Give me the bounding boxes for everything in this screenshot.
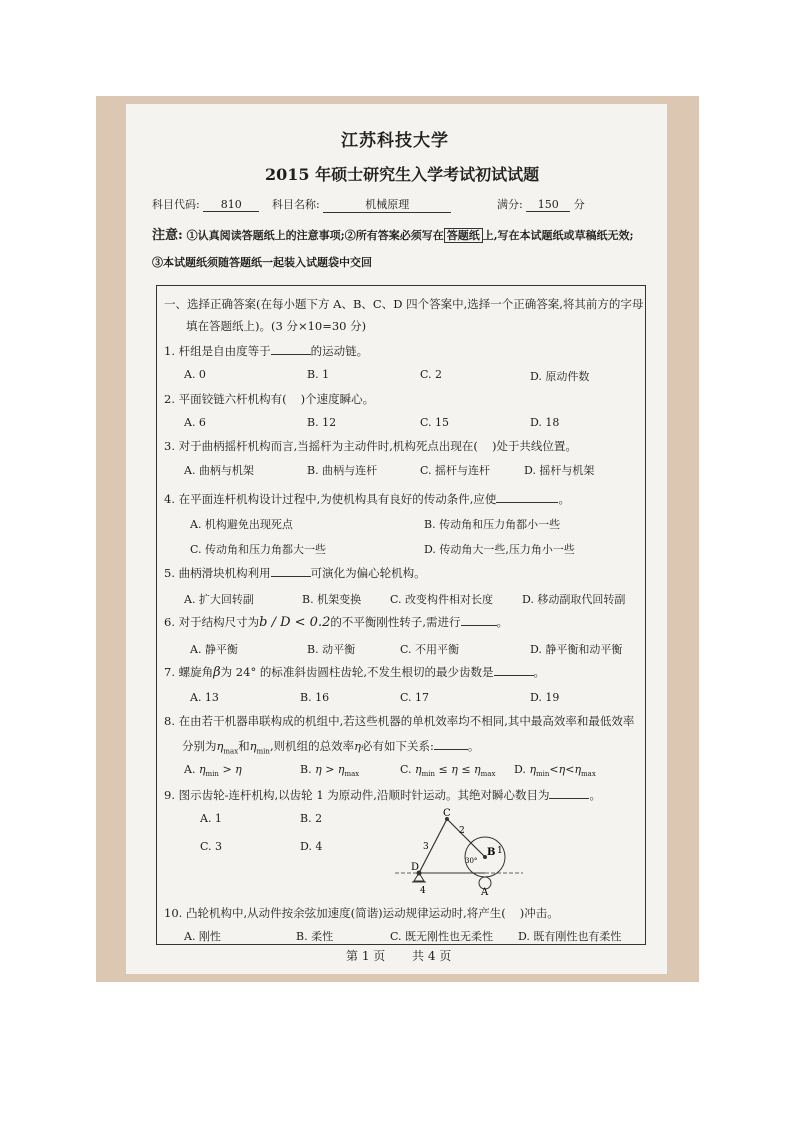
q8-d-letter: D. (514, 763, 526, 776)
q4-option-a: A. 机构避免出现死点 (190, 518, 293, 531)
fig-label-a: A (481, 887, 489, 897)
q3-stem-b: )处于共线位置。 (491, 439, 577, 453)
q8-d-eta3: η (574, 763, 582, 776)
q2-stem-a: 2. 平面铰链六杆机构有( (164, 392, 287, 406)
q3-option-d: D. 摇杆与机架 (524, 464, 595, 477)
q8-b-eta1: η (315, 763, 322, 776)
q1-option-c: C. 2 (420, 368, 443, 381)
q7-beta: β (213, 665, 221, 680)
q7-option-c: C. 17 (400, 691, 430, 704)
q8-d-rel2: < (565, 763, 575, 776)
notes-text-1a: ①认真阅读答题纸上的注意事项;②所有答案必须写在 (186, 229, 444, 242)
question-7 (164, 664, 545, 680)
q8-d-sub2: max (581, 770, 596, 779)
q10-option-c: C. 既无刚性也无柔性 (390, 930, 494, 943)
q2-stem-b: )个速度瞬心。 (300, 392, 375, 406)
score-field (497, 196, 585, 212)
q4-stem-a: 4. 在平面连杆机构设计过程中,为使机构具有良好的传动条件,应使 (164, 492, 497, 506)
fig-label-c: C (443, 808, 451, 819)
question-2 (164, 391, 374, 407)
q5-option-d: D. 移动副取代回转副 (522, 593, 626, 606)
q2-option-b: B. 12 (307, 416, 337, 429)
q3-option-b: B. 曲柄与连杆 (307, 464, 378, 477)
q8-and: 和 (238, 739, 250, 753)
q8-option-c (400, 763, 495, 778)
q3-stem-a: 3. 对于曲柄摇杆机构而言,当摇杆为主动件时,机构死点出现在( (164, 439, 478, 453)
q8-c-eta1: η (415, 763, 422, 776)
q8-c-letter: C. (400, 763, 412, 776)
q8-a-eta1: η (198, 763, 206, 776)
fig-label-4: 4 (420, 886, 426, 896)
q8-sub-min: min (256, 747, 270, 756)
q4-option-c: C. 传动角和压力角都大一些 (190, 543, 327, 556)
notes-line-1 (152, 224, 634, 243)
q7-stem-b: 为 24° 的标准斜齿圆柱齿轮,不发生根切的最少齿数是 (220, 665, 494, 679)
q6-math: b / D < 0.2 (259, 615, 331, 630)
question-4 (164, 491, 570, 507)
q6-stem-b: 的不平衡刚性转子,需进行 (330, 615, 461, 629)
question-10 (164, 905, 559, 921)
q9-option-a: A. 1 (200, 812, 222, 825)
q9-option-b: B. 2 (300, 812, 323, 825)
q5-option-c: C. 改变构件相对长度 (390, 593, 494, 606)
q1-option-d: D. 原动件数 (530, 370, 590, 383)
q6-blank (461, 625, 497, 626)
fig-label-angle: 30° (465, 857, 478, 865)
question-6 (164, 614, 508, 630)
gear-linkage-figure (395, 805, 525, 897)
q9-option-d: D. 4 (300, 840, 323, 853)
q9-option-c: C. 3 (200, 840, 223, 853)
fig-label-d: D (411, 862, 420, 873)
question-3 (164, 438, 577, 454)
question-1 (164, 343, 368, 359)
q8-b-eta2: η (337, 763, 345, 776)
q10-option-d: D. 既有刚性也有柔性 (518, 930, 622, 943)
q7-option-b: B. 16 (300, 691, 330, 704)
q9-stem-a: 9. 图示齿轮-连杆机构,以齿轮 1 为原动件,沿顺时针运动。其绝对瞬心数目为 (164, 788, 550, 802)
q8-eta-1: η (216, 739, 224, 753)
q8-c-sub2: max (480, 770, 496, 779)
q8-a-sub: min (205, 770, 219, 779)
q8-stem-d: 必有如下关系: (360, 739, 434, 753)
q6-stem-a: 6. 对于结构尺寸为 (164, 615, 260, 629)
q8-a-letter: A. (184, 763, 196, 776)
question-8-line-2 (182, 738, 479, 755)
q7-stem-a: 7. 螺旋角 (164, 665, 214, 679)
q10-stem-a: 10. 凸轮机构中,从动件按余弦加速度(简谐)运动规律运动时,将产生( (164, 906, 506, 920)
q2-option-c: C. 15 (420, 416, 450, 429)
q4-option-d: D. 传动角大一些,压力角小一些 (424, 543, 575, 556)
code-label: 科目代码: (152, 198, 200, 211)
notes-boxed-word: 答题纸 (444, 228, 483, 243)
q8-d-eta1: η (529, 763, 537, 776)
q7-blank (494, 675, 534, 676)
q6-option-d: D. 静平衡和动平衡 (530, 643, 623, 656)
page-total: 共 4 页 (412, 949, 452, 963)
q9-blank (549, 798, 589, 799)
q6-option-c: C. 不用平衡 (400, 643, 460, 656)
q4-option-b: B. 传动角和压力角都小一些 (424, 518, 561, 531)
question-8-line-1: 8. 在由若干机器串联构成的机组中,若这些机器的单机效率均不相同,其中最高效率和最低效率 (164, 714, 635, 728)
fig-label-3: 3 (423, 842, 429, 852)
code-value: 810 (203, 198, 259, 212)
q1-option-a: A. 0 (184, 368, 206, 381)
name-value: 机械原理 (323, 196, 451, 213)
notes-text-1b: 上,写在本试题纸或草稿纸无效; (482, 229, 634, 242)
q8-c-rel2: ≤ (461, 763, 471, 776)
q5-stem-b: 可演化为偏心轮机构。 (310, 566, 426, 580)
question-9 (164, 787, 601, 803)
q5-option-a: A. 扩大回转副 (184, 593, 254, 606)
q8-option-b (300, 763, 359, 778)
q7-stem-c: 。 (533, 665, 546, 679)
section-title-2: 填在答题纸上)。(3 分×10=30 分) (186, 319, 367, 333)
q8-d-eta2: η (558, 763, 566, 776)
q10-option-a: A. 刚性 (184, 930, 221, 943)
q8-c-eta3: η (474, 763, 481, 776)
q8-b-rel: > (325, 763, 335, 776)
q8-stem-e: 。 (467, 739, 480, 753)
score-value: 150 (526, 198, 570, 212)
q8-eta-3: η (354, 739, 361, 753)
q6-stem-c: 。 (496, 615, 509, 629)
q8-b-letter: B. (300, 763, 312, 776)
q6-option-b: B. 动平衡 (307, 643, 356, 656)
notes-line-2: ③本试题纸须随答题纸一起装入试题袋中交回 (152, 256, 372, 269)
page-number: 第 1 页 (346, 949, 386, 963)
q10-stem-b: )冲击。 (519, 906, 559, 920)
q8-a-eta2: η (235, 763, 242, 776)
q7-option-d: D. 19 (530, 691, 560, 704)
q8-option-a (184, 763, 242, 778)
q8-eta-2: η (249, 739, 257, 753)
q8-stem-b: 分别为 (182, 739, 217, 753)
name-label: 科目名称: (272, 198, 320, 211)
q8-d-rel1: < (549, 763, 559, 776)
q1-stem-b: 的运动链。 (310, 344, 369, 358)
name-field (272, 196, 451, 213)
q8-c-sub1: min (421, 770, 436, 779)
q5-stem-a: 5. 曲柄滑块机构利用 (164, 566, 271, 580)
q3-option-c: C. 摇杆与连杆 (420, 464, 491, 477)
fig-label-2: 2 (459, 826, 465, 836)
q2-option-a: A. 6 (184, 416, 206, 429)
q5-blank (271, 576, 311, 577)
q8-option-d (514, 763, 596, 778)
fig-label-b: B (487, 847, 496, 858)
fig-label-1: 1 (497, 846, 503, 856)
score-label: 满分: (497, 198, 523, 211)
q8-c-rel1: ≤ (438, 763, 448, 776)
university-title: 江苏科技大学 (341, 131, 449, 151)
q8-b-sub: max (344, 770, 360, 779)
q5-option-b: B. 机架变换 (302, 593, 362, 606)
q3-option-a: A. 曲柄与机架 (184, 464, 254, 477)
q9-stem-b: 。 (589, 788, 601, 802)
question-5 (164, 565, 426, 581)
q1-option-b: B. 1 (307, 368, 330, 381)
q8-d-sub1: min (536, 770, 550, 779)
q8-sub-max: max (223, 747, 239, 756)
q8-blank (434, 749, 468, 750)
score-unit: 分 (573, 198, 585, 211)
q10-option-b: B. 柔性 (296, 930, 334, 943)
q4-stem-b: 。 (558, 492, 570, 506)
q8-c-eta2: η (451, 763, 458, 776)
q1-blank (271, 354, 311, 355)
q7-option-a: A. 13 (190, 691, 219, 704)
q4-blank (496, 502, 558, 503)
q2-option-d: D. 18 (530, 416, 560, 429)
notes-label: 注意: (152, 228, 183, 243)
exam-title: 2015 年硕士研究生入学考试初试试题 (265, 165, 540, 184)
meta-line (152, 196, 259, 212)
q8-a-rel: > (222, 763, 232, 776)
q8-stem-c: ,则机组的总效率 (269, 739, 355, 753)
q6-option-a: A. 静平衡 (190, 643, 238, 656)
q1-stem-a: 1. 杆组是自由度等于 (164, 344, 271, 358)
section-title-1: 一、选择正确答案(在每小题下方 A、B、C、D 四个答案中,选择一个正确答案,将其前方的字母 (164, 297, 644, 311)
